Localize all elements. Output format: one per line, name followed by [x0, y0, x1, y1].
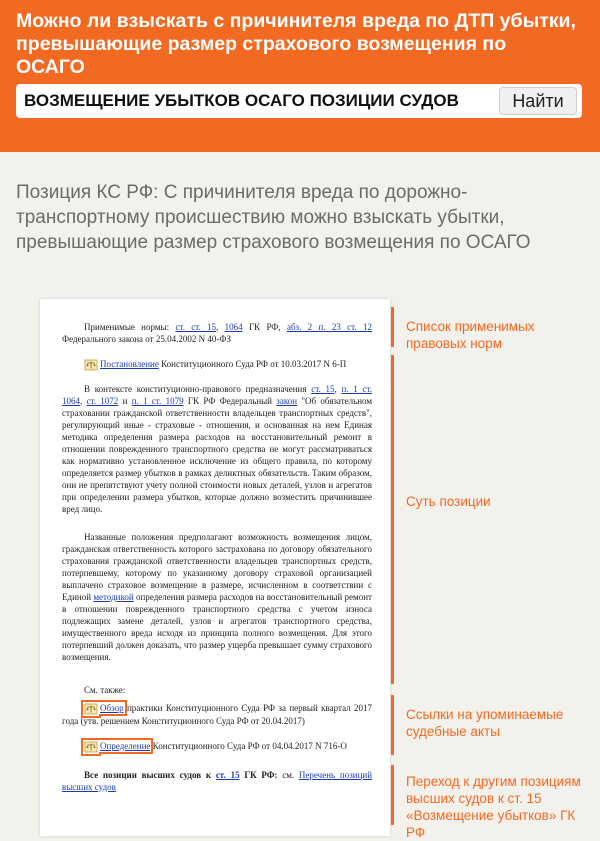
essence-link[interactable]: ст. 15: [311, 384, 335, 394]
position-title: Позиция КС РФ: С причинителя вреда по дорожно-транспортному происшествию можно взыскать убытки, превышающие размер страхового возмещения по ОСАГО: [16, 182, 531, 253]
essence-paragraph-2: Названные положения предполагают возможность возмещения лицом, гражданская ответственность которого застрахована по договору обязательного страхования гражданской ответственности владельцев транспортных средств, потерпевшему, которому по указанному договору страховой организацией выплачено страховое возмещение в размере, исчисленном в соответствии с Единой методикой определения размера расходов на восстановительный ремонт в отношении поврежденного транспортного средства с учетом износа подлежащих замене деталей, узлов и агрегатов транспортного средства, имущественного вреда исходя из принципа полного возмещения. Для этого потерпевший должен доказать, что размер ущерба превышает сумму страхового возмещения.: [62, 532, 372, 662]
essence-paragraph-1: В контексте конституционно-правового предназначения ст. 15, п. 1 ст. 1064, ст. 1072 и п. 1 ст. 1079 ГК РФ Федеральный закон "Об обязательном страховании гражданской ответственности владельцев транспортных средств", регулирующий иные - страховые - отношения, и основанная на нем Единая методика определения размера расходов на восстановительный ремонт в отношении поврежденного транспортного средства не могут рассматриваться как нормативно установленное исключение из общего правила, по которому определяется размер убытков в рамках деликтных обязательств. Таким образом, они не препятствуют учету полной стоимости новых деталей, узлов и агрегатов при определении размера убытков, которые должно возместить причинившее вред лицо.: [62, 384, 373, 514]
essence-link[interactable]: п. 1 ст. 1064: [62, 384, 372, 406]
norms-paragraph: Применимые нормы: ст. ст. 15, 1064 ГК РФ, абз. 2 п. 23 ст. 12 Федерального закона от 25.04.2002 N 40-ФЗ: [62, 322, 372, 344]
all-positions-line: Все позиции высших судов к ст. 15 ГК РФ: см. Перечень позиций высших судов: [62, 770, 373, 792]
decree-link[interactable]: Постановление: [100, 359, 159, 369]
review-highlight: [84, 703, 124, 713]
review-line: Обзор практики Конституционного Суда РФ за первый квартал 2017 года (утв. решением Конституционного Суда РФ от 20.04.2017): [62, 703, 373, 726]
ruling-line: Определение Конституционного Суда РФ от 04.04.2017 N 716-О: [62, 740, 372, 753]
ruling-link[interactable]: Определение: [100, 741, 151, 751]
refs-divider: [391, 695, 394, 755]
essence-link[interactable]: п. 1 ст. 1079: [131, 396, 184, 406]
document-scales-icon: [84, 359, 98, 371]
see-also-label: См. также:: [84, 685, 126, 695]
essence-divider: [391, 355, 394, 684]
document-card: [40, 299, 390, 836]
review-link[interactable]: Обзор: [100, 703, 124, 713]
transition-divider: [391, 765, 394, 825]
norm-link[interactable]: абз. 2 п. 23 ст. 12: [286, 322, 372, 332]
norms-divider: [391, 307, 394, 347]
norm-link[interactable]: ст. ст. 15: [175, 322, 217, 332]
search-input[interactable]: [22, 88, 490, 114]
methodology-link[interactable]: методикой: [93, 592, 134, 602]
positions-list-link[interactable]: Перечень позиций высших судов: [62, 770, 373, 792]
note-refs: Ссылки на упоминаемые судебные акты: [406, 707, 564, 739]
document-scales-icon: [84, 741, 98, 753]
essence-link[interactable]: ст. 1072: [86, 396, 119, 406]
note-transition: Переход к другим позициям высших судов к ст. 15 «Возмещение убытков» ГК РФ: [406, 774, 581, 840]
note-essence: Суть позиции: [406, 494, 491, 509]
norm-link[interactable]: 1064: [224, 322, 243, 332]
header-banner: [0, 0, 600, 152]
document-scales-icon: [84, 703, 98, 715]
ruling-highlight: [84, 741, 150, 751]
note-norms: Список применимых правовых норм: [406, 319, 535, 351]
article-link[interactable]: ст. 15: [215, 770, 240, 780]
search-bar: [16, 84, 582, 118]
decree-line: Постановление Конституционного Суда РФ от 10.03.2017 N 6-П: [62, 358, 372, 371]
search-button[interactable]: Найти: [499, 87, 577, 115]
header-title: Можно ли взыскать с причинителя вреда по ДТП убытки, превышающие размер страхового возмещения по ОСАГО: [16, 10, 576, 78]
law-link[interactable]: закон: [276, 396, 298, 406]
